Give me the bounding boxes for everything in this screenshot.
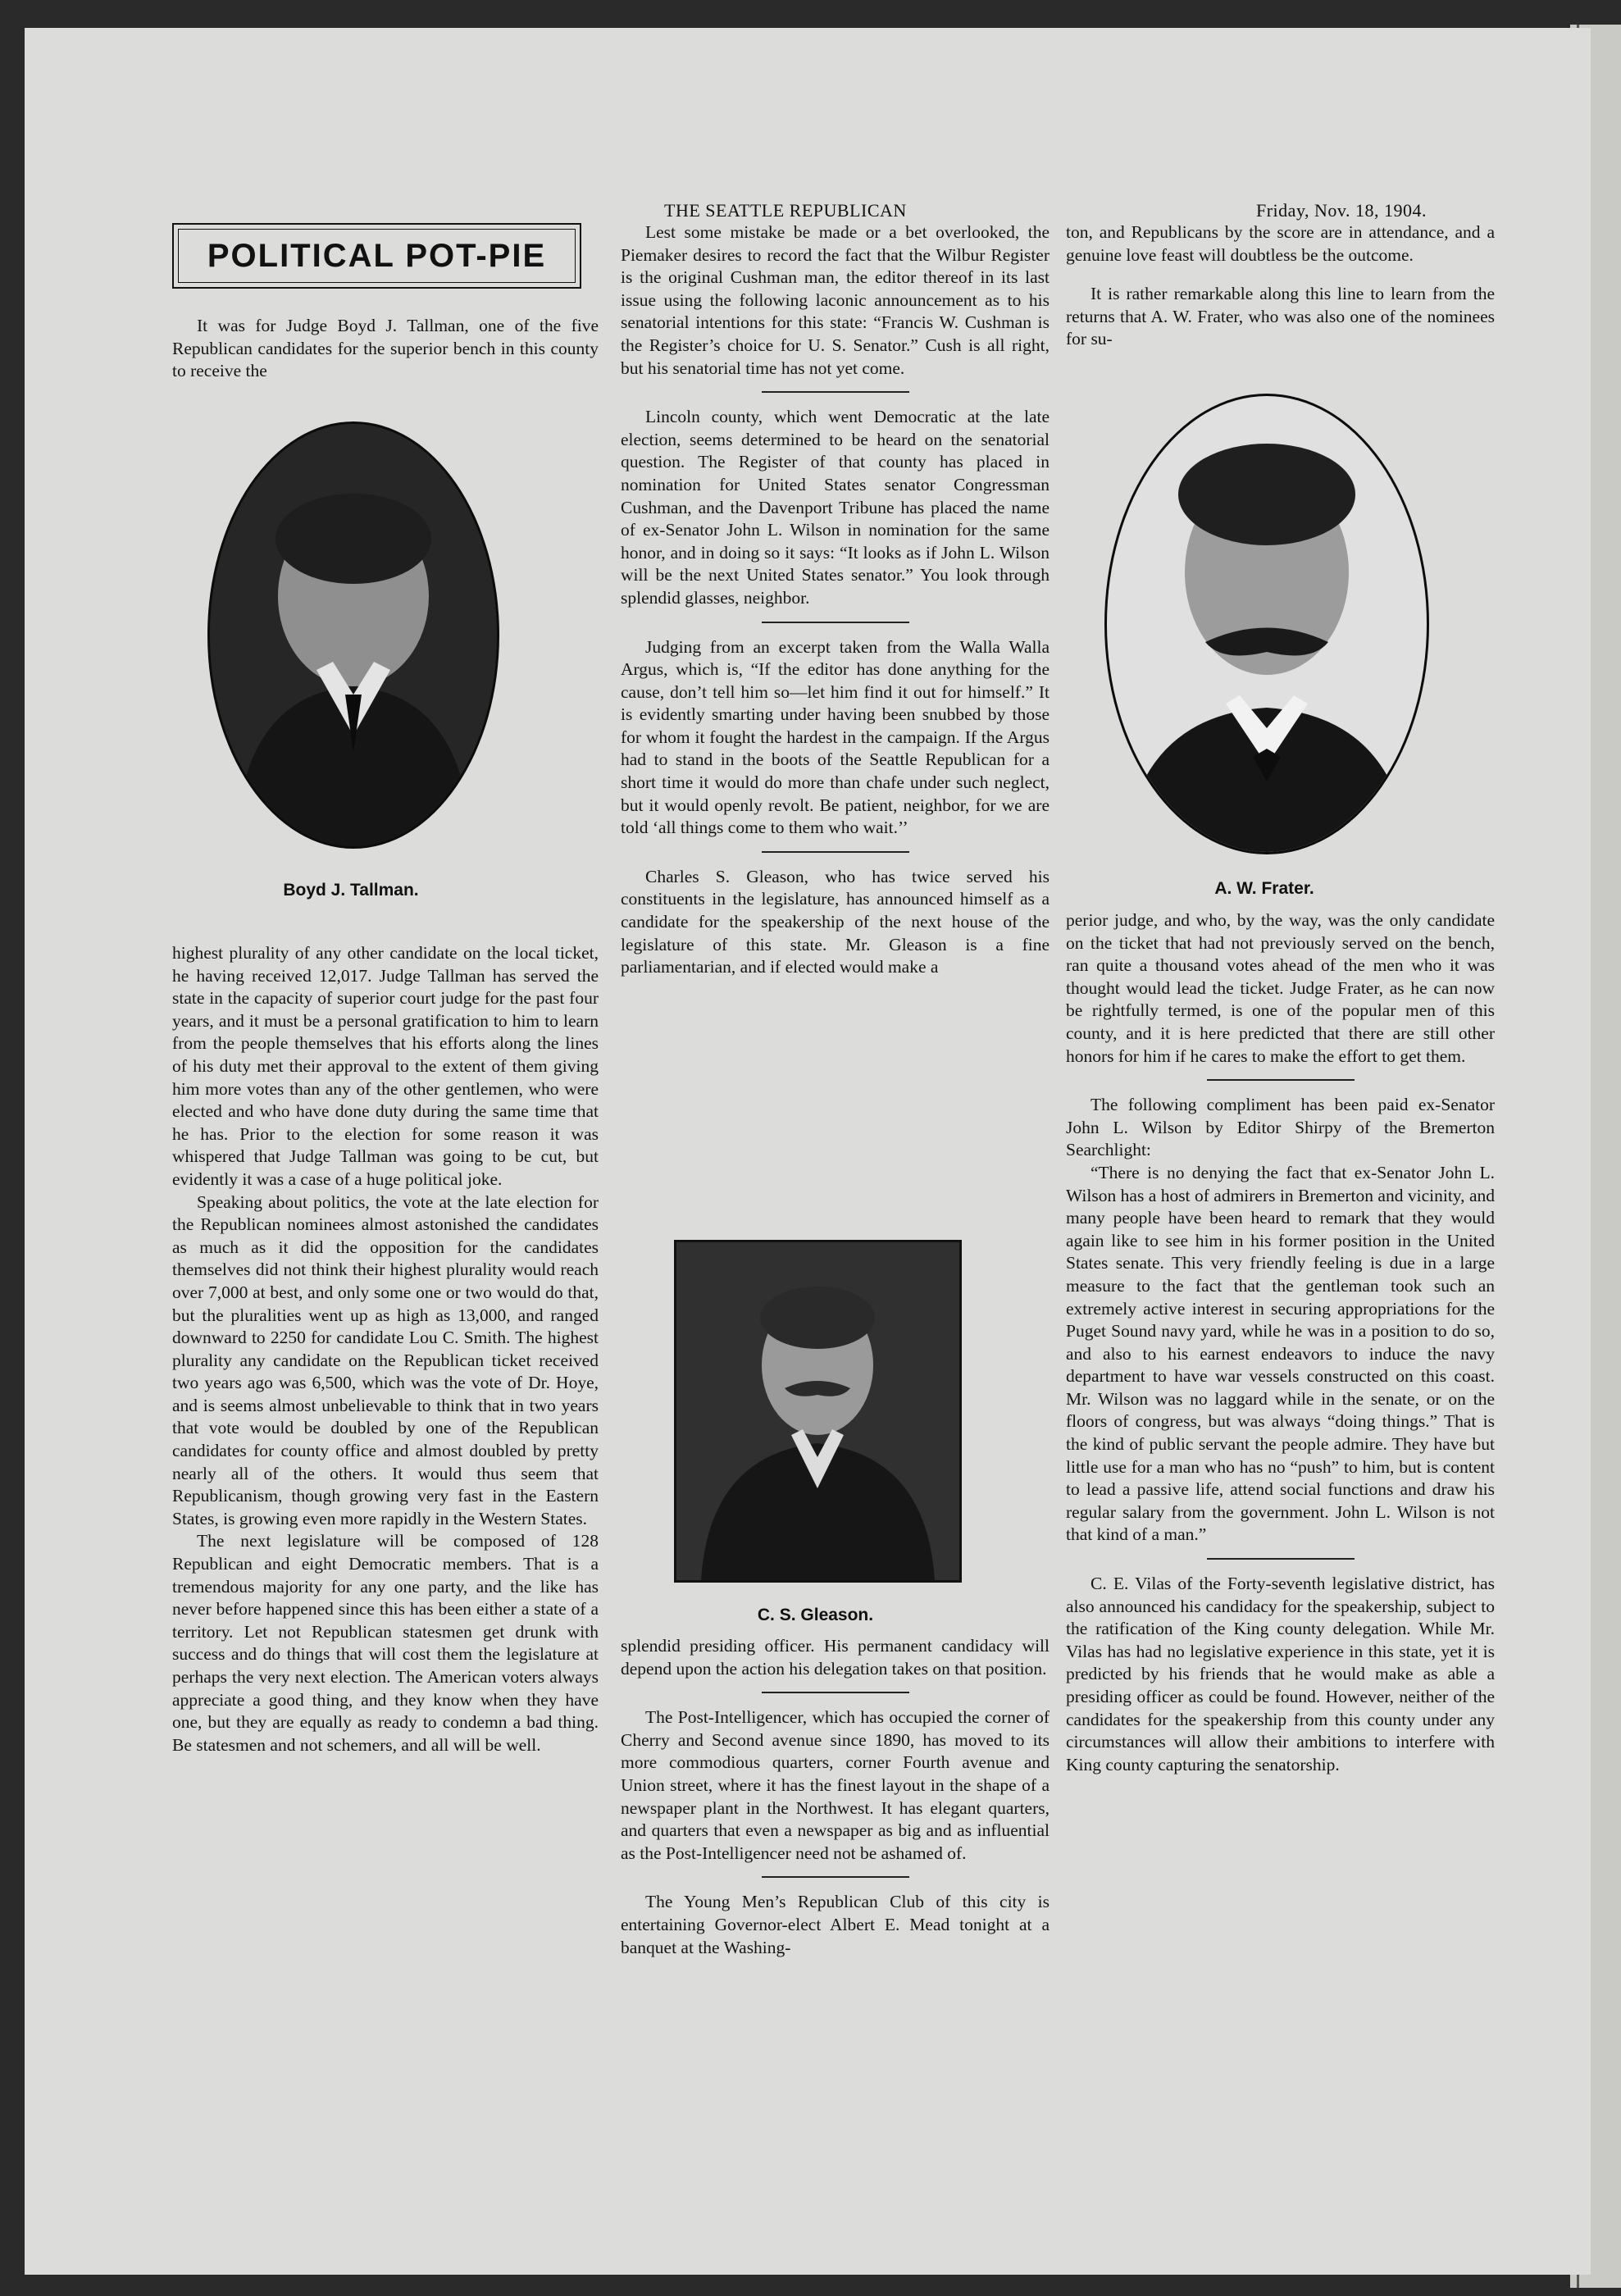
paragraph: Charles S. Gleason, who has twice served his constituents in the legislature, has announced himself as a candidate for the speakership of the next house of the legislature of this state. Mr. Gleason is a fine parliamentarian, and if elected would make a bbox=[621, 866, 1050, 977]
masthead-date: Friday, Nov. 18, 1904. bbox=[1256, 200, 1427, 221]
masthead-title: THE SEATTLE REPUBLICAN bbox=[664, 200, 907, 221]
paragraph: splendid presiding officer. His permanent candidacy will depend upon the action his delegation takes on that position. bbox=[621, 1636, 1050, 1679]
portrait-aw-frater bbox=[1104, 394, 1429, 854]
paragraph: Lincoln county, which went Democratic at the late election, seems determined to be heard on the senatorial question. The Register of that county has placed in nomination for United States senator Congressman Cushman, and the Davenport Tribune has placed the name of ex-Senator John L. Wilson in nomination for the same honor, and in doing so it says: “It looks as if John L. Wilson will be the next United States senator.” You look through splendid glasses, neighbor. bbox=[621, 407, 1050, 608]
portrait-photo bbox=[676, 1242, 959, 1580]
paragraph: The following compliment has been paid ex-Senator John L. Wilson by Editor Shirpy of the Bremerton Searchlight: bbox=[1066, 1095, 1495, 1160]
paragraph: C. E. Vilas of the Forty-seventh legislative district, has also announced his candidacy for the speakership, subject to the ratification of the King county delegation. While Mr. Vilas has had no legislative experience in this state, yet it is predicted by his friends that he would make as able a presiding officer as could be found. However, neither of the candidates for the speakership from this county under any circumstances will allow their ambitions to interfere with King county capturing the senatorship. bbox=[1066, 1574, 1495, 1774]
column-divider-rule bbox=[1207, 1558, 1355, 1560]
caption-aw-frater: A. W. Frater. bbox=[1214, 879, 1314, 898]
column-1-top bbox=[172, 315, 599, 383]
column-1-body bbox=[172, 942, 599, 1756]
section-title: POLITICAL POT-PIE bbox=[207, 237, 547, 274]
column-divider-rule bbox=[762, 1692, 909, 1693]
paragraph: perior judge, and who, by the way, was the only candidate on the ticket that had not previously served on the bench, ran quite a thousand votes ahead of the men who it was thought would lead the ticket. Judge Frater, as he can now be rightfully termed, is one of the popular men of this county, and it is here predicted that there are still other honors for him if he cares to make the effort to get them. bbox=[1066, 910, 1495, 1066]
column-divider-rule bbox=[762, 622, 909, 623]
caption-boyd-tallman: Boyd J. Tallman. bbox=[283, 881, 419, 900]
newspaper-page bbox=[25, 28, 1591, 2275]
paragraph: The Young Men’s Republican Club of this city is entertaining Governor-elect Albert E. Mead tonight at a banquet at the Washing- bbox=[621, 1892, 1050, 1957]
paragraph: “There is no denying the fact that ex-Senator John L. Wilson has a host of admirers in Bremerton and vicinity, and many people have been heard to remark that they would again like to see him in his former position in the United States senate. This very friendly feeling is due in a large measure to the fact that the gentleman took such an extremely active interest in securing appropriations for the Puget Sound navy yard, while he was in a position to do so, and also to his earnest endeavors to induce the navy department to have war vessels constructed on this coast. Mr. Wilson was no laggard while in the senate, or on the floors of congress, but was always “doing things.” That is the kind of public servant the people admire. They have but little use for a man who has no “push” to him, but is content to lead a passive life, attend social functions and draw his regular salary from the government. John L. Wilson is not that kind of a man.” bbox=[1066, 1162, 1495, 1545]
column-divider-rule bbox=[1207, 1079, 1355, 1081]
paragraph: It is rather remarkable along this line to learn from the returns that A. W. Frater, who was also one of the nominees for su- bbox=[1066, 284, 1495, 349]
paragraph: The next legislature will be composed of 128 Republican and eight Democratic members. That is a tremendous majority for any one party, and the like has never before happened since this has been either a state of a territory. Let not Republican statesmen get drunk with success and do things that will cost them the legislature at perhaps the very next election. The American voters always appreciate a good thing, and they know when they have one, but they are equally as ready to condemn a bad thing. Be statesmen and not schemers, and all will be well. bbox=[172, 1531, 599, 1755]
portrait-cs-gleason bbox=[674, 1240, 962, 1583]
column-divider-rule bbox=[762, 1876, 909, 1878]
caption-cs-gleason: C. S. Gleason. bbox=[757, 1606, 874, 1624]
paragraph: Speaking about politics, the vote at the late election for the Republican nominees almost astonished the candidates as much as it did the opposition for the candidates themselves did not think their highest plurality would reach over 7,000 at best, and only some one or two would do that, but the pluralities went up as high as 13,000, and ranged downward to 2250 for candidate Lou C. Smith. The highest plurality any candidate on the Republican ticket received two years ago was 6,500, which was the vote of Dr. Hoye, and is seems almost unbelievable to think that in two years that vote would be doubled by one of the Republican candidates for county office and almost doubled by pretty nearly all of the others. It would thus seem that Republicanism, though growing very fast in the Eastern States, is growing even more rapidly in the Western States. bbox=[172, 1191, 599, 1528]
paragraph: ton, and Republicans by the score are in attendance, and a genuine love feast will doubtless be the outcome. bbox=[1066, 222, 1495, 265]
portrait-photo bbox=[1107, 396, 1427, 852]
column-2-bottom bbox=[621, 1635, 1050, 1959]
column-divider-rule bbox=[762, 851, 909, 853]
paragraph: Judging from an excerpt taken from the Walla Walla Argus, which is, “If the editor has done anything for the cause, don’t tell him so—let him find it out for himself.” It is evidently smarting under having been snubbed by those for whom it fought the hardest in the campaign. If the Argus had to stand in the boots of the Seattle Republican for a short time it would do more than chafe under such neglect, but it would openly revolt. Be patient, neighbor, for we are told ‘all things come to them who wait.’’ bbox=[621, 636, 1050, 838]
portrait-boyd-tallman bbox=[207, 421, 499, 849]
portrait-photo bbox=[210, 424, 497, 846]
column-3-top bbox=[1066, 221, 1495, 351]
paragraph: It was for Judge Boyd J. Tallman, one of the five Republican candidates for the superior bench in this county to receive the bbox=[172, 316, 599, 381]
column-3-body bbox=[1066, 909, 1495, 1776]
paragraph: The Post-Intelligencer, which has occupied the corner of Cherry and Second avenue since 1890, has moved to its more commodious quarters, corner Fourth avenue and Union street, where it has the finest layout in the shape of a newspaper plant in the Northwest. It has elegant quarters, and quarters that even a newspaper as big and as influential as the Post-Intelligencer need not be ashamed of. bbox=[621, 1707, 1050, 1863]
column-divider-rule bbox=[762, 391, 909, 393]
column-2-top bbox=[621, 221, 1050, 979]
section-title-inner-border bbox=[178, 229, 576, 283]
paragraph: highest plurality of any other candidate on the local ticket, he having received 12,017. Judge Tallman has served the state in the capacity of superior court judge for the past four years, and it must be a personal gratification to him to learn from the people themselves that his efforts along the lines of his duty met their approval to the extent of them giving him more votes than any of the other gentlemen, who were elected and who have done duty during the same time that he has. Prior to the election for some reason it was whispered that Judge Tallman was going to be cut, but evidently it was a case of a huge political joke. bbox=[172, 943, 599, 1189]
paragraph: Lest some mistake be made or a bet overlooked, the Piemaker desires to record the fact that the Wilbur Register is the original Cushman man, the editor thereof in its last issue using the following laconic announcement as to his senatorial intentions for this state: “Francis W. Cushman is the Register’s choice for U. S. Senator.” Cush is all right, but his senatorial time has not yet come. bbox=[621, 222, 1050, 378]
section-title-box bbox=[172, 223, 581, 289]
